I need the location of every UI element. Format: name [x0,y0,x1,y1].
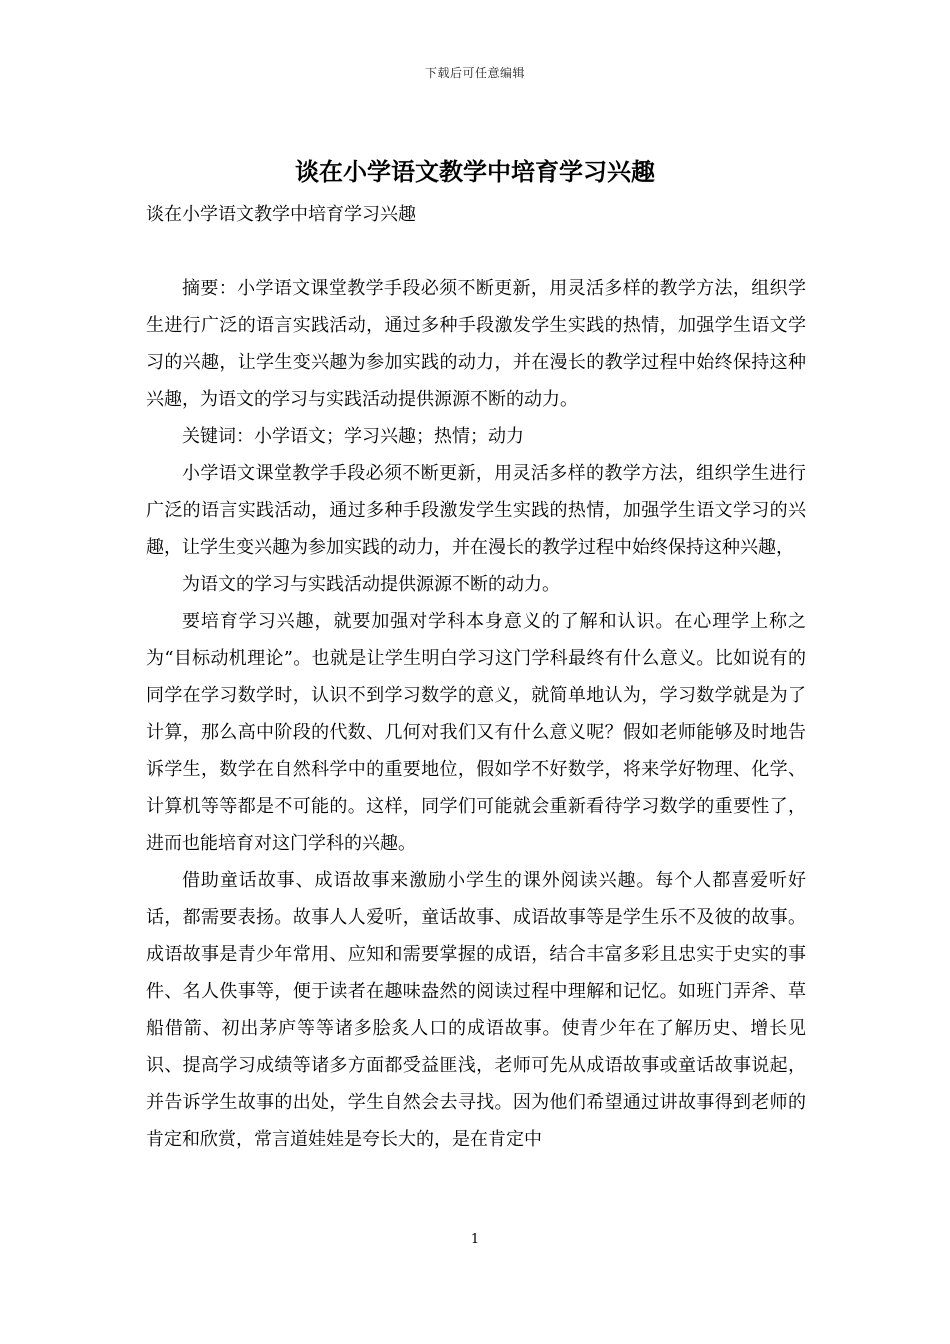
body-paragraph: 要培育学习兴趣，就要加强对学科本身意义的了解和认识。在心理学上称之为“目标动机理论”。也就是让学生明白学习这门学科最终有什么意义。比如说有的同学在学习数学时，认识不到学习数学的意义，就简单地认为，学习数学就是为了计算，那么高中阶段的代数、几何对我们又有什么意义呢？假如老师能够及时地告诉学生，数学在自然科学中的重要地位，假如学不好数学，将来学好物理、化学、计算机等等都是不可能的。这样，同学们可能就会重新看待学习数学的重要性了，进而也能培育对这门学科的兴趣。 [146,611,806,854]
abstract-paragraph: 摘要：小学语文课堂教学手段必须不断更新，用灵活多样的教学方法，组织学生进行广泛的语言实践活动，通过多种手段激发学生实践的热情，加强学生语文学习的兴趣，让学生变兴趣为参加实践的动力，并在漫长的教学过程中始终保持这种兴趣，为语文的学习与实践活动提供源源不断的动力。 [146,278,806,410]
document-subtitle: 谈在小学语文教学中培育学习兴趣 [146,204,416,225]
keywords-paragraph: 关键词：小学语文；学习兴趣；热情；动力 [182,426,524,447]
header-note: 下载后可任意编辑 [424,66,525,80]
document-body [146,270,806,1158]
document-title: 谈在小学语文教学中培育学习兴趣 [295,158,655,186]
body-paragraph: 为语文的学习与实践活动提供源源不断的动力。 [182,574,560,595]
body-paragraph: 借助童话故事、成语故事来激励小学生的课外阅读兴趣。每个人都喜爱听好话，都需要表扬。故事人人爱听，童话故事、成语故事等是学生乐不及彼的故事。成语故事是青少年常用、应知和需要掌握的成语，结合丰富多彩且忠实于史实的事件、名人佚事等，便于读者在趣味盎然的阅读过程中理解和记忆。如班门弄斧、草船借箭、初出茅庐等等诸多脍炙人口的成语故事。使青少年在了解历史、增长见识、提高学习成绩等诸多方面都受益匪浅，老师可先从成语故事或童话故事说起，并告诉学生故事的出处，学生自然会去寻找。因为他们希望通过讲故事得到老师的肯定和欣赏，常言道娃娃是夸长大的，是在肯定中 [146,870,806,1150]
body-paragraph: 小学语文课堂教学手段必须不断更新，用灵活多样的教学方法，组织学生进行广泛的语言实践活动，通过多种手段激发学生实践的热情，加强学生语文学习的兴趣，让学生变兴趣为参加实践的动力，并在漫长的教学过程中始终保持这种兴趣， [146,463,806,558]
page-number: 1 [470,1232,480,1247]
